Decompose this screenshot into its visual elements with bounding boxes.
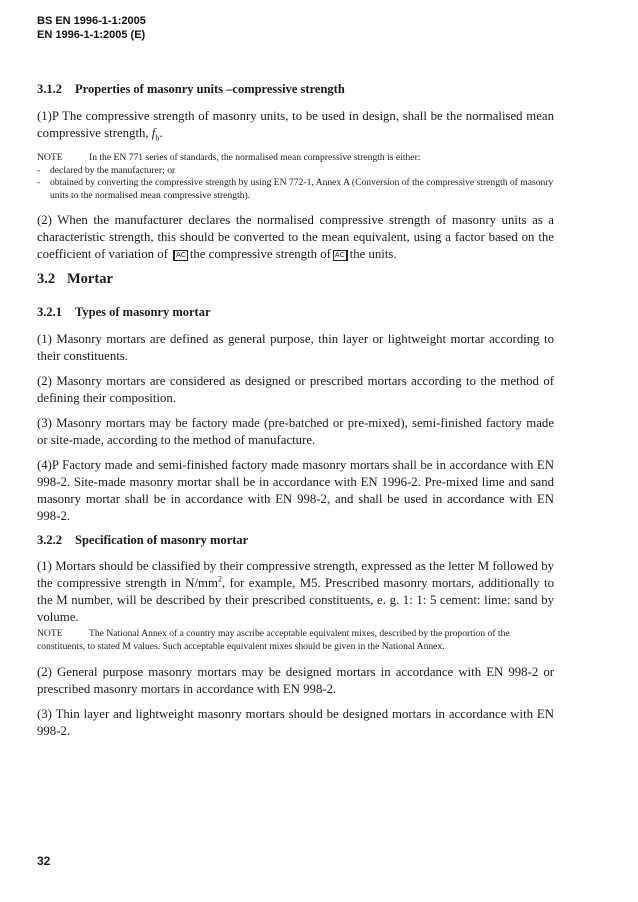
note-label: NOTE <box>37 152 63 163</box>
paragraph-text: (3) Thin layer and lightweight masonry mortars should be designed mortars in accordance with EN 998-2. <box>37 707 554 738</box>
paragraph-text: the units. <box>349 247 397 261</box>
paragraph-text: (2) General purpose masonry mortars may be designed mortars in accordance with EN 998-2 or prescribed masonry mortars in accordance with EN 998-2. <box>37 665 554 696</box>
note-list <box>37 165 554 203</box>
paragraph-3-2-2-1 <box>37 558 554 626</box>
ac-marker-icon: AC <box>173 250 188 261</box>
list-item: - declared by the manufacturer; or <box>37 165 554 178</box>
list-item: - obtained by converting the compressive strength by using EN 772-1, Annex A (Conversion of the compressive strength of masonry units to the normalised mean compressive strength). <box>37 177 554 202</box>
paragraph-text: (2) When the manufacturer declares the normalised compressive strength of masonry units as a characteristic strength, this should be converted to the mean equivalent, using a factor based on the coefficient of variation of <box>37 213 554 261</box>
paragraph-3-2-1-4 <box>37 457 554 525</box>
page-number: 32 <box>37 854 51 868</box>
paragraph-text: the compressive strength of <box>189 247 331 261</box>
paragraph-text: (1)P The compressive strength of masonry units, to be used in design, shall be the normalised mean compressive strength, <box>37 109 554 140</box>
section-3-2 <box>37 271 554 288</box>
note-label: NOTE <box>37 628 63 639</box>
document-page <box>37 14 554 738</box>
section-title: Mortar <box>67 271 113 287</box>
section-number: 3.2.2 <box>37 533 62 547</box>
paragraph-3-2-1-2 <box>37 373 554 407</box>
symbol-subscript: b <box>155 133 160 143</box>
section-3-1-2 <box>37 82 554 97</box>
section-number: 3.2.1 <box>37 305 62 319</box>
ac-marker-icon: AC <box>333 250 348 261</box>
paragraph-3-1-2-1 <box>37 108 554 142</box>
paragraph-3-2-2-2 <box>37 664 554 698</box>
note-3-2-2 <box>37 628 554 653</box>
paragraph-3-1-2-2 <box>37 212 554 263</box>
section-heading <box>37 82 554 97</box>
section-heading <box>37 533 554 548</box>
section-number: 3.1.2 <box>37 82 62 96</box>
section-title: Specification of masonry mortar <box>75 533 249 547</box>
note-3-1-2 <box>37 152 554 202</box>
header-standard-bs: BS EN 1996-1-1:2005 <box>37 15 146 27</box>
note-text: In the EN 771 series of standards, the normalised mean compressive strength is either: <box>89 152 421 163</box>
section-3-2-1 <box>37 305 554 320</box>
section-heading <box>37 305 554 320</box>
note-text: The National Annex of a country may ascribe acceptable equivalent mixes, described by the proportion of the constituents, to stated M values. Such acceptable equivalent mixes should be given in the National Annex. <box>37 628 510 652</box>
section-heading <box>37 271 554 288</box>
paragraph-text: (3) Masonry mortars may be factory made (pre-batched or pre-mixed), semi-finished factory made or site-made, according to the method of manufacture. <box>37 416 554 447</box>
paragraph-text: , for example, M5. Prescribed masonry mortars, additionally to the M number, will be described by their prescribed constituents, e. g. 1: 1: 5 cement: lime: sand by volume. <box>37 576 554 624</box>
section-number: 3.2 <box>37 271 56 287</box>
paragraph-text: (1) Masonry mortars are defined as general purpose, thin layer or lightweight mortar according to their constituents. <box>37 332 554 363</box>
section-title: Properties of masonry units –compressive strength <box>75 82 345 96</box>
doc-header <box>37 14 554 42</box>
paragraph-3-2-1-3 <box>37 415 554 449</box>
paragraph-text: (1) Mortars should be classified by their compressive strength, expressed as the letter M followed by the compressive strength in N/mm <box>37 559 554 590</box>
paragraph-3-2-1-1 <box>37 331 554 365</box>
superscript: 2 <box>217 574 222 584</box>
symbol-f: f <box>151 126 156 140</box>
section-3-2-2 <box>37 533 554 548</box>
paragraph-text: (4)P Factory made and semi-finished factory made masonry mortars shall be in accordance with EN 998-2. Site-made masonry mortar shall be in accordance with EN 1996-2. Pre-mixed lime and sand masonry mortar shall be in accordance with EN 998-2, and shall be used in accordance with EN 998-2. <box>37 458 554 523</box>
section-title: Types of masonry mortar <box>75 305 211 319</box>
header-standard-en: EN 1996-1-1:2005 (E) <box>37 29 146 41</box>
paragraph-3-2-2-3 <box>37 706 554 740</box>
paragraph-text: (2) Masonry mortars are considered as designed or prescribed mortars according to the method of defining their composition. <box>37 374 554 405</box>
paragraph-end: . <box>159 126 163 140</box>
